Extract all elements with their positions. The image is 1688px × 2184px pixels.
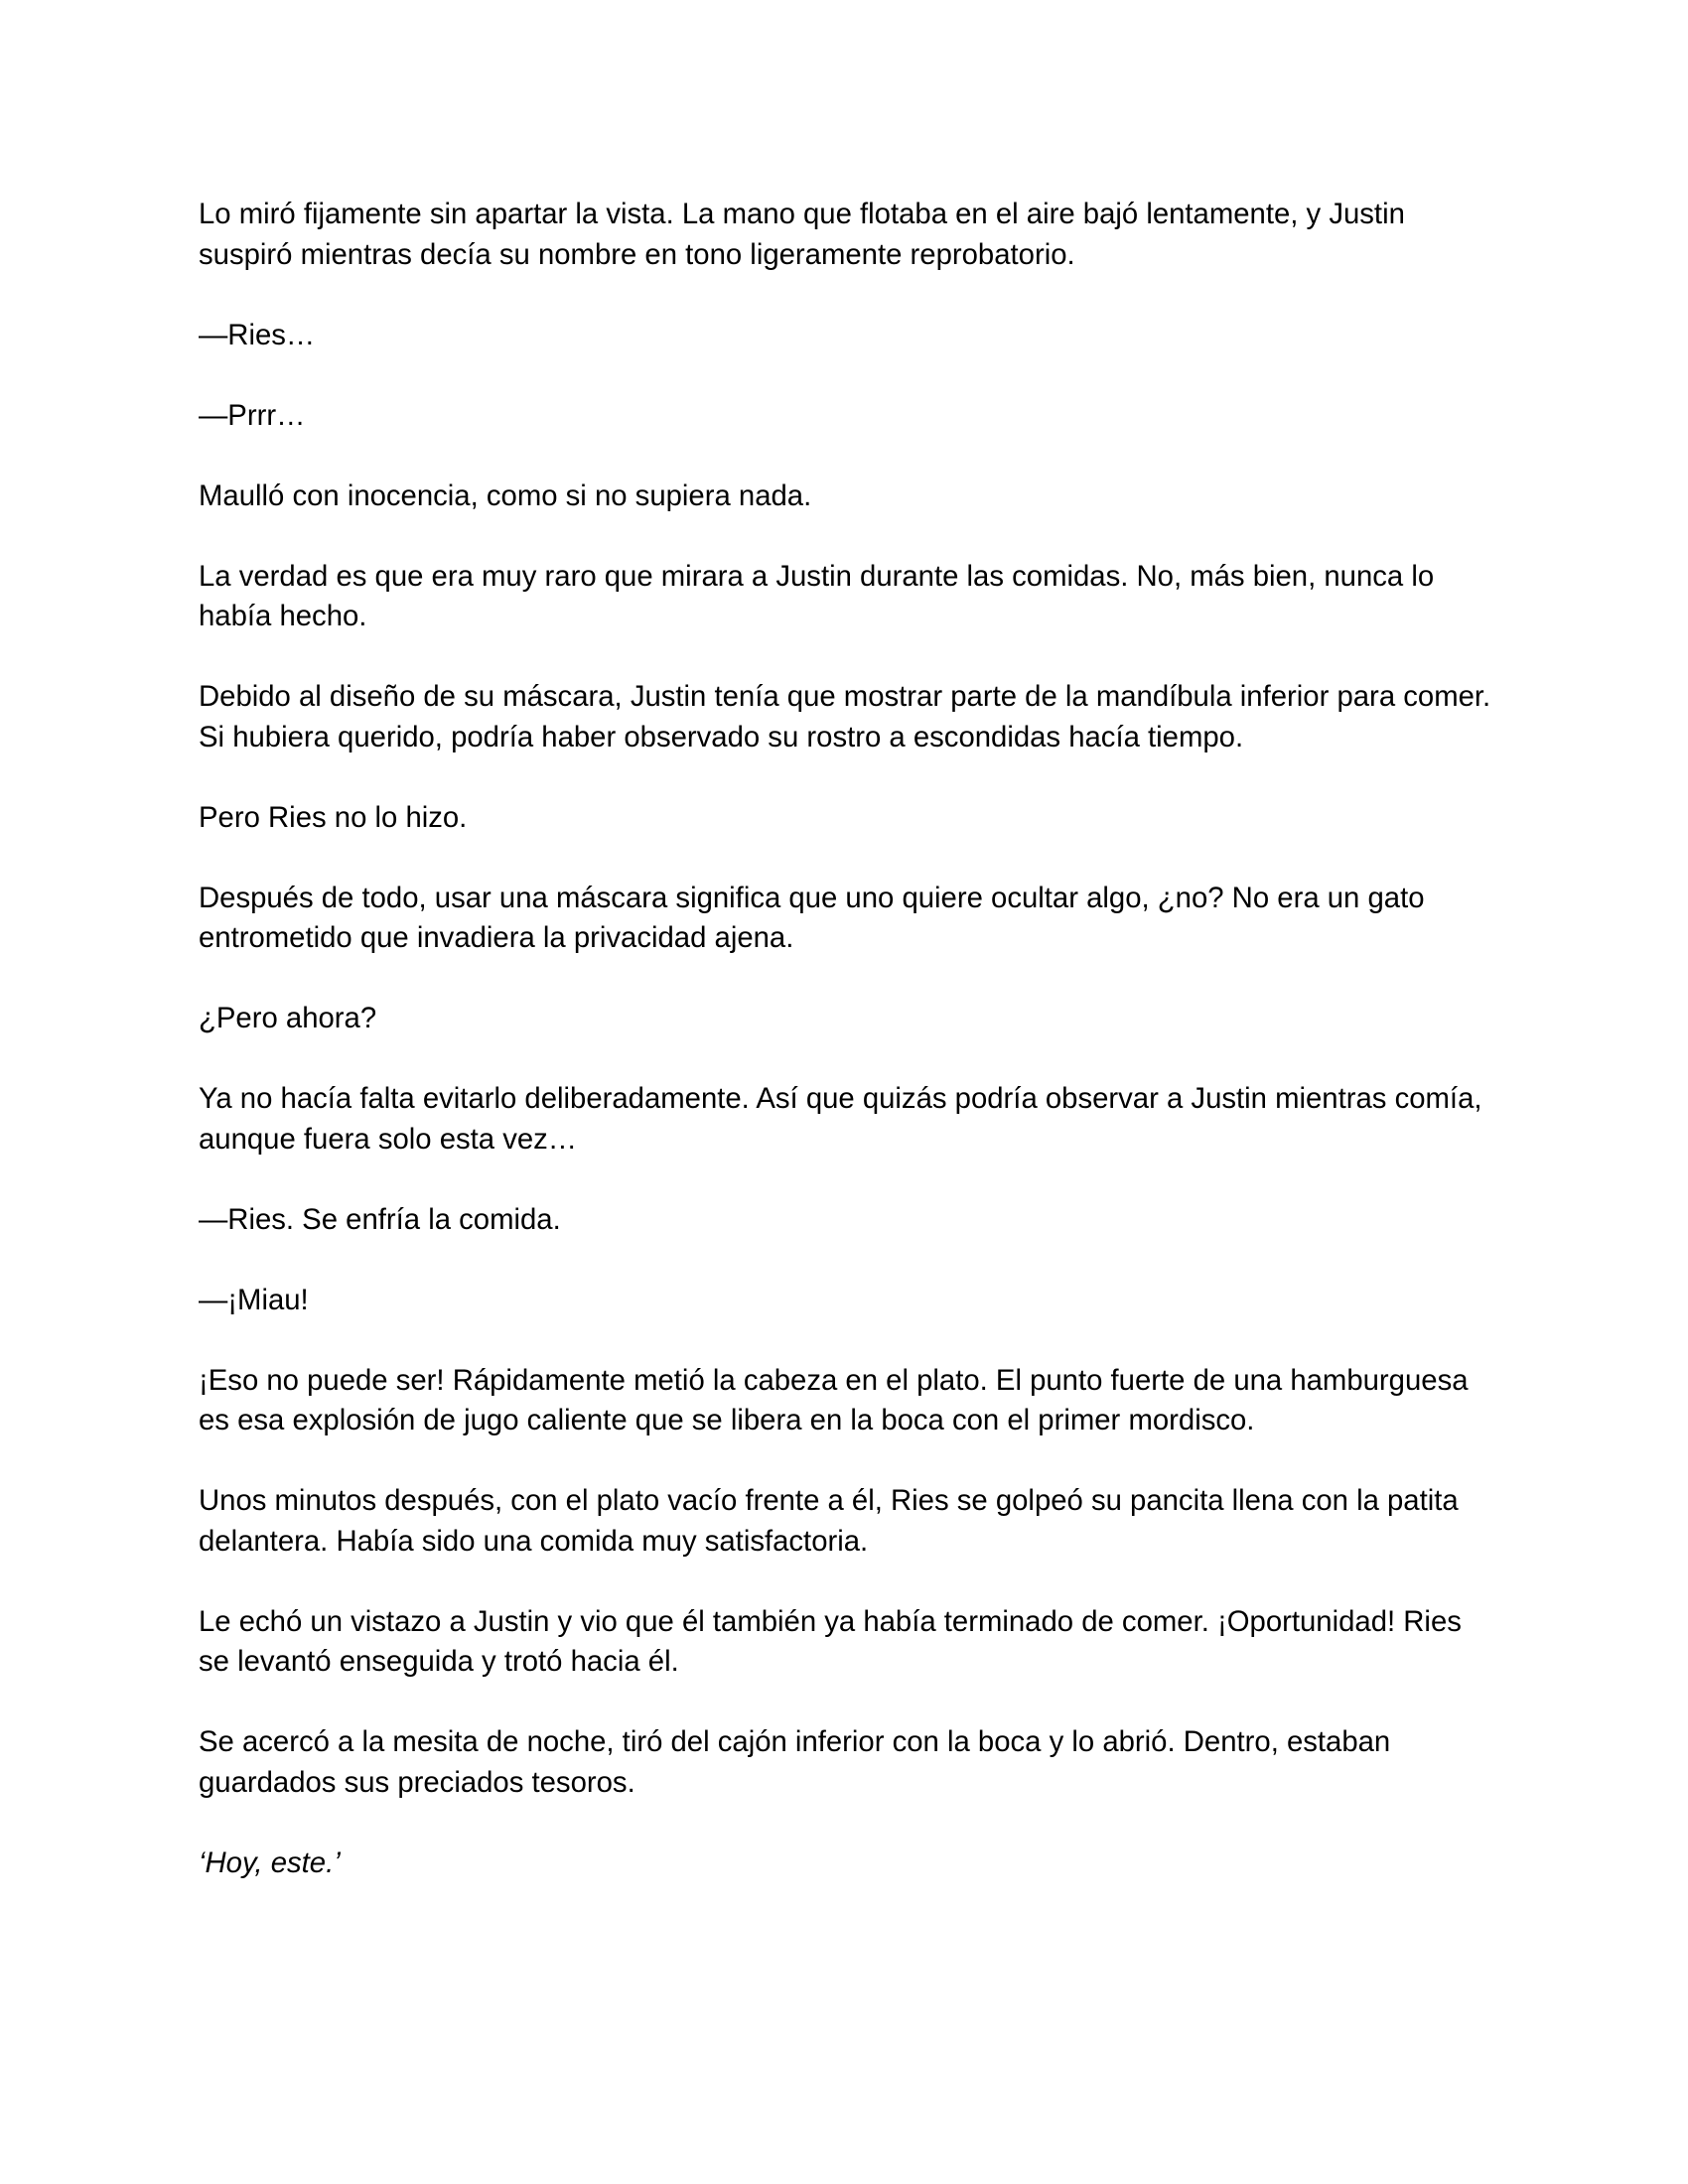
paragraph-17-italic-thought: ‘Hoy, este.’ xyxy=(199,1845,341,1879)
paragraph-1: Lo miró fijamente sin apartar la vista. La mano que flotaba en el aire bajó lentamente, y Justin suspiró mientras decía su nombre en tono ligeramente reprobatorio. xyxy=(199,198,1405,271)
paragraph-7: Pero Ries no lo hizo. xyxy=(199,800,468,834)
paragraph-16: Se acercó a la mesita de noche, tiró del cajón inferior con la boca y lo abrió. Dentro, estaban guardados sus preciados tesoros. xyxy=(199,1725,1391,1799)
paragraph-6: Debido al diseño de su máscara, Justin tenía que mostrar parte de la mandíbula inferior para comer. Si hubiera querido, podría haber observado su rostro a escondidas hacía tiempo. xyxy=(199,680,1491,753)
paragraph-15: Le echó un vistazo a Justin y vio que él también ya había terminado de comer. ¡Oportunidad! Ries se levantó enseguida y trotó hacia él. xyxy=(199,1604,1462,1678)
paragraph-14: Unos minutos después, con el plato vacío frente a él, Ries se golpeó su pancita llena con la patita delantera. Había sido una comida muy satisfactoria. xyxy=(199,1484,1459,1558)
paragraph-4: Maulló con inocencia, como si no supiera nada. xyxy=(199,478,812,512)
body-text xyxy=(199,195,1499,1924)
paragraph-8: Después de todo, usar una máscara significa que uno quiere ocultar algo, ¿no? No era un gato entrometido que invadiera la privacidad ajena. xyxy=(199,881,1425,954)
paragraph-10: Ya no hacía falta evitarlo deliberadamente. Así que quizás podría observar a Justin mientras comía, aunque fuera solo esta vez… xyxy=(199,1082,1482,1156)
paragraph-11: —Ries. Se enfría la comida. xyxy=(199,1202,561,1236)
paragraph-13: ¡Eso no puede ser! Rápidamente metió la cabeza en el plato. El punto fuerte de una hamburguesa es esa explosión de jugo caliente que se libera en la boca con el primer mordisco. xyxy=(199,1363,1469,1436)
paragraph-3: —Prrr… xyxy=(199,398,306,432)
paragraph-5: La verdad es que era muy raro que mirara a Justin durante las comidas. No, más bien, nunca lo había hecho. xyxy=(199,559,1435,632)
paragraph-12: —¡Miau! xyxy=(199,1283,309,1316)
paragraph-2: —Ries… xyxy=(199,318,316,351)
paragraph-9: ¿Pero ahora? xyxy=(199,1002,377,1034)
